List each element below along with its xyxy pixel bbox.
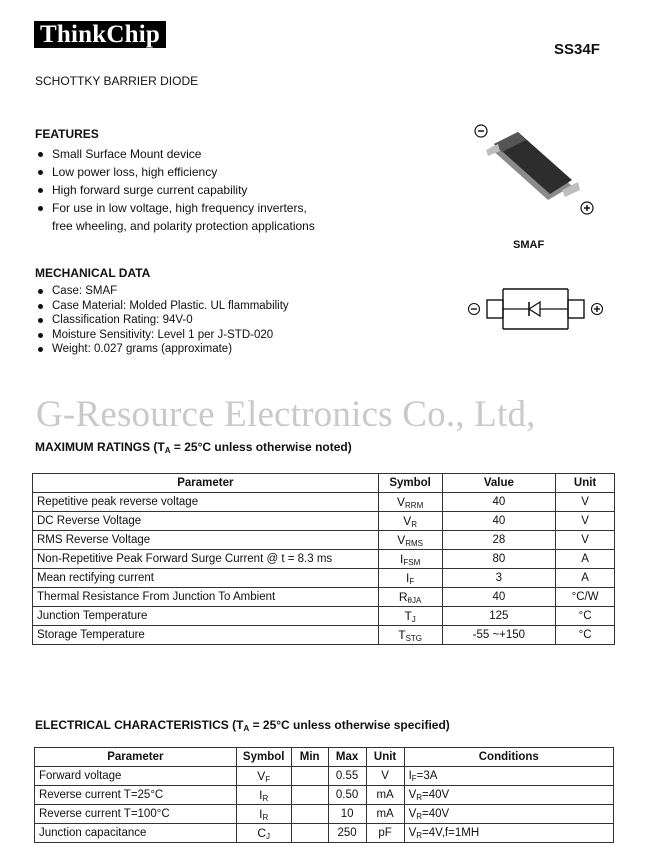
table-row bbox=[33, 531, 615, 550]
value-cell: 40 bbox=[442, 493, 556, 512]
column-header: Max bbox=[328, 748, 366, 767]
mechanical-item: Case: SMAF bbox=[35, 284, 365, 299]
plus-terminal-icon bbox=[581, 202, 593, 214]
condition-value: =40V bbox=[422, 807, 450, 820]
symbol-cell-main: I bbox=[406, 570, 410, 585]
column-header: Value bbox=[442, 474, 556, 493]
column-header: Conditions bbox=[404, 748, 613, 767]
electrical-title-suffix: = 25°C unless otherwise specified) bbox=[249, 718, 450, 732]
symbol-cell bbox=[378, 493, 442, 512]
condition-subscript: F bbox=[411, 773, 417, 783]
table-row bbox=[35, 767, 614, 786]
features-title: FEATURES bbox=[35, 127, 99, 141]
max-ratings-title-sub: A bbox=[164, 446, 171, 455]
column-header: Parameter bbox=[35, 748, 237, 767]
unit-cell: mA bbox=[366, 805, 404, 824]
parameter-cell: Thermal Resistance From Junction To Ambient bbox=[33, 588, 379, 607]
symbol-cell-sub: F bbox=[265, 774, 271, 784]
feature-item: High forward surge current capability bbox=[35, 181, 365, 199]
condition-value: =4V,f=1MH bbox=[422, 826, 480, 839]
value-cell: 28 bbox=[442, 531, 556, 550]
unit-cell: V bbox=[366, 767, 404, 786]
table-row bbox=[33, 493, 615, 512]
symbol-cell-main: I bbox=[400, 551, 404, 566]
value-cell: 40 bbox=[442, 512, 556, 531]
parameter-cell: Forward voltage bbox=[35, 767, 237, 786]
package-label: SMAF bbox=[513, 239, 545, 251]
unit-cell: °C bbox=[556, 626, 615, 645]
condition-value: =40V bbox=[422, 788, 450, 801]
conditions-cell bbox=[404, 824, 613, 843]
symbol-cell-main: T bbox=[404, 608, 412, 623]
condition-symbol: V bbox=[408, 807, 417, 820]
mechanical-item: Case Material: Molded Plastic. UL flammability bbox=[35, 299, 365, 314]
column-header: Symbol bbox=[378, 474, 442, 493]
table-row bbox=[33, 588, 615, 607]
table-row bbox=[33, 607, 615, 626]
condition-value: =3A bbox=[416, 769, 438, 782]
symbol-cell-main: I bbox=[259, 787, 263, 802]
symbol-cell-sub: F bbox=[409, 576, 415, 586]
column-header: Min bbox=[291, 748, 328, 767]
symbol-cell-sub: FSM bbox=[403, 557, 421, 567]
unit-cell: V bbox=[556, 531, 615, 550]
symbol-cell-sub: θJA bbox=[407, 595, 422, 605]
table-header-row bbox=[33, 474, 615, 493]
mechanical-item: Moisture Sensitivity: Level 1 per J-STD-020 bbox=[35, 328, 365, 343]
mechanical-item: Classification Rating: 94V-0 bbox=[35, 313, 365, 328]
diode-schematic-icon bbox=[466, 287, 608, 331]
symbol-cell bbox=[378, 569, 442, 588]
table-row bbox=[33, 512, 615, 531]
value-cell: 40 bbox=[442, 588, 556, 607]
parameter-cell: Reverse current T=100°C bbox=[35, 805, 237, 824]
feature-item: Low power loss, high efficiency bbox=[35, 163, 365, 181]
symbol-cell-sub: R bbox=[262, 793, 269, 803]
max-ratings-title-suffix: = 25°C unless otherwise noted) bbox=[170, 440, 352, 454]
conditions-cell bbox=[404, 767, 613, 786]
unit-cell: V bbox=[556, 512, 615, 531]
symbol-cell bbox=[378, 531, 442, 550]
symbol-cell-sub: RRM bbox=[405, 500, 424, 510]
symbol-cell-main: R bbox=[398, 589, 408, 604]
symbol-cell bbox=[378, 607, 442, 626]
symbol-cell-main: V bbox=[397, 532, 406, 547]
symbol-cell bbox=[378, 626, 442, 645]
symbol-cell-main: V bbox=[257, 768, 266, 783]
value-cell: -55 ~+150 bbox=[442, 626, 556, 645]
conditions-cell bbox=[404, 805, 613, 824]
symbol-cell-main: T bbox=[398, 627, 406, 642]
electrical-title bbox=[35, 718, 450, 733]
watermark-text: G-Resource Electronics Co., Ltd, bbox=[36, 394, 536, 435]
symbol-cell-sub: J bbox=[266, 831, 271, 841]
symbol-cell bbox=[236, 824, 291, 843]
condition-subscript: R bbox=[416, 811, 423, 821]
column-header: Unit bbox=[556, 474, 615, 493]
minus-terminal-icon bbox=[475, 125, 487, 137]
mechanical-list bbox=[35, 284, 365, 357]
feature-item: For use in low voltage, high frequency inverters, bbox=[35, 199, 365, 217]
mechanical-item: Weight: 0.027 grams (approximate) bbox=[35, 342, 365, 357]
smaf-package-drawing bbox=[468, 118, 608, 218]
parameter-cell: Non-Repetitive Peak Forward Surge Current @ t = 8.3 ms bbox=[33, 550, 379, 569]
column-header: Unit bbox=[366, 748, 404, 767]
unit-cell: A bbox=[556, 569, 615, 588]
symbol-cell bbox=[378, 512, 442, 531]
max-cell: 250 bbox=[328, 824, 366, 843]
max-cell: 0.50 bbox=[328, 786, 366, 805]
parameter-cell: RMS Reverse Voltage bbox=[33, 531, 379, 550]
max-ratings-title bbox=[35, 440, 352, 455]
symbol-cell bbox=[236, 805, 291, 824]
table-row bbox=[35, 805, 614, 824]
min-cell bbox=[291, 824, 328, 843]
parameter-cell: Junction capacitance bbox=[35, 824, 237, 843]
features-list bbox=[35, 145, 365, 235]
table-row bbox=[33, 626, 615, 645]
electrical-title-prefix: ELECTRICAL CHARACTERISTICS (T bbox=[35, 718, 244, 732]
max-cell: 10 bbox=[328, 805, 366, 824]
table-row bbox=[33, 550, 615, 569]
unit-cell: °C/W bbox=[556, 588, 615, 607]
value-cell: 125 bbox=[442, 607, 556, 626]
unit-cell: A bbox=[556, 550, 615, 569]
brand-logo: ThinkChip bbox=[34, 21, 166, 48]
min-cell bbox=[291, 786, 328, 805]
condition-subscript: R bbox=[416, 830, 423, 840]
max-cell: 0.55 bbox=[328, 767, 366, 786]
symbol-cell bbox=[378, 550, 442, 569]
unit-cell: pF bbox=[366, 824, 404, 843]
unit-cell: °C bbox=[556, 607, 615, 626]
min-cell bbox=[291, 805, 328, 824]
unit-cell: V bbox=[556, 493, 615, 512]
symbol-cell bbox=[236, 767, 291, 786]
min-cell bbox=[291, 767, 328, 786]
feature-item: Small Surface Mount device bbox=[35, 145, 365, 163]
symbol-cell-sub: RMS bbox=[405, 538, 424, 548]
column-header: Symbol bbox=[236, 748, 291, 767]
parameter-cell: Repetitive peak reverse voltage bbox=[33, 493, 379, 512]
max-ratings-title-prefix: MAXIMUM RATINGS (T bbox=[35, 440, 165, 454]
symbol-cell-sub: STG bbox=[405, 633, 423, 643]
conditions-cell bbox=[404, 786, 613, 805]
value-cell: 80 bbox=[442, 550, 556, 569]
table-row bbox=[33, 569, 615, 588]
symbol-cell-sub: R bbox=[262, 812, 269, 822]
max-ratings-table bbox=[32, 473, 615, 645]
condition-subscript: R bbox=[416, 792, 423, 802]
symbol-cell-main: I bbox=[259, 806, 263, 821]
symbol-cell-main: V bbox=[403, 513, 412, 528]
symbol-cell-main: V bbox=[397, 494, 406, 509]
value-cell: 3 bbox=[442, 569, 556, 588]
electrical-table bbox=[34, 747, 614, 843]
symbol-cell-sub: R bbox=[411, 519, 418, 529]
mechanical-title: MECHANICAL DATA bbox=[35, 266, 151, 280]
unit-cell: mA bbox=[366, 786, 404, 805]
condition-symbol: V bbox=[408, 826, 417, 839]
symbol-cell bbox=[378, 588, 442, 607]
parameter-cell: Reverse current T=25°C bbox=[35, 786, 237, 805]
table-header-row bbox=[35, 748, 614, 767]
symbol-cell bbox=[236, 786, 291, 805]
device-subtitle: SCHOTTKY BARRIER DIODE bbox=[35, 74, 199, 88]
part-number: SS34F bbox=[554, 41, 600, 58]
electrical-title-sub: A bbox=[243, 724, 250, 733]
table-row bbox=[35, 786, 614, 805]
parameter-cell: Storage Temperature bbox=[33, 626, 379, 645]
symbol-cell-sub: J bbox=[411, 614, 416, 624]
column-header: Parameter bbox=[33, 474, 379, 493]
condition-symbol: V bbox=[408, 788, 417, 801]
condition-symbol: I bbox=[408, 769, 412, 782]
table-row bbox=[35, 824, 614, 843]
parameter-cell: Mean rectifying current bbox=[33, 569, 379, 588]
symbol-cell-main: C bbox=[257, 825, 267, 840]
parameter-cell: Junction Temperature bbox=[33, 607, 379, 626]
parameter-cell: DC Reverse Voltage bbox=[33, 512, 379, 531]
feature-item-continuation: free wheeling, and polarity protection applications bbox=[52, 219, 315, 233]
